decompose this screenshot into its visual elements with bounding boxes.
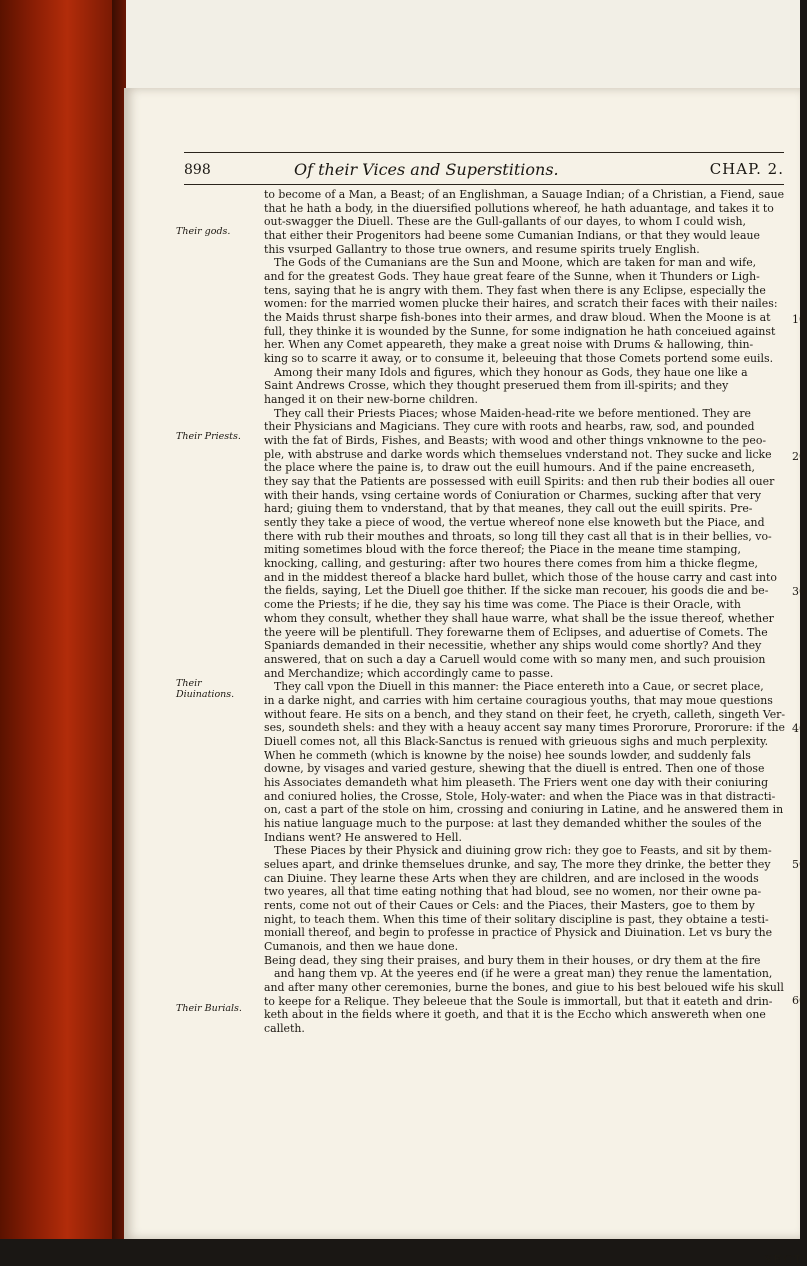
body-line: They call their Priests Piaces; whose Maiden-head-rite we before mentioned. They are xyxy=(274,406,751,420)
header-rule-top xyxy=(184,152,784,153)
body-line: the place where the paine is, to draw out the euill humours. And if the paine encreaseth, xyxy=(264,461,755,475)
body-line: their Physicians and Magicians. They cure with roots and hearbs, raw, sod, and pounded xyxy=(264,420,755,434)
page-number: 898 xyxy=(184,162,211,178)
body-line: women: for the married women plucke their haires, and scratch their faces with their nailes: xyxy=(264,297,778,311)
line-number-10: 10 xyxy=(792,313,806,326)
body-line: keth about in the fields where it goeth, and that it is the Eccho which answereth when one xyxy=(264,1008,766,1022)
line-number-60: 60 xyxy=(792,994,806,1007)
body-line: without feare. He sits on a bench, and they stand on their feet, he cryeth, calleth, singeth Ver- xyxy=(264,707,786,721)
margin-note-divinations: Their Diuinations. xyxy=(176,678,235,700)
chapter-label: CHAP. 2. xyxy=(709,160,784,178)
body-line: These Piaces by their Physick and diuining grow rich: they goe to Feasts, and sit by them- xyxy=(274,844,772,858)
body-line: with their hands, vsing certaine words of Coniuration or Charmes, sucking after that very xyxy=(264,488,761,502)
body-line: to become of a Man, a Beast; of an Englishman, a Sauage Indian; of a Christian, a Fiend, saue xyxy=(264,188,785,201)
body-line: and hang them vp. At the yeeres end (if he were a great man) they renue the lamentation, xyxy=(274,967,773,981)
body-line: Indians went? He answered to Hell. xyxy=(264,830,462,844)
body-line: they say that the Patients are possessed with euill Spirits: and then rub their bodies all ouer xyxy=(264,475,775,489)
body-line: on, cast a part of the stole on him, crossing and coniuring in Latine, and he answered them in xyxy=(264,803,784,817)
line-number-50: 50 xyxy=(792,858,806,871)
line-number-40: 40 xyxy=(792,722,806,735)
body-line: sently they take a piece of wood, the vertue whereof none else knoweth but the Piace, and xyxy=(264,516,765,530)
body-line: hanged it on their new-borne children. xyxy=(264,393,479,407)
body-line: whom they consult, whether they shall haue warre, what shall be the issue thereof, whether xyxy=(264,611,774,625)
body-line: and in the middest thereof a blacke hard bullet, which those of the house carry and cast into xyxy=(264,570,777,584)
body-line: miting sometimes bloud with the force thereof; the Piace in the meane time stamping, xyxy=(264,543,741,557)
body-line: downe, by visages and varied gesture, shewing that the diuell is entred. Then one of those xyxy=(264,762,765,776)
running-title: Of their Vices and Superstitions. xyxy=(294,160,559,179)
body-line: his natiue language much to the purpose: at last they demanded whither the soules of the xyxy=(264,816,762,830)
catchword: SECT. xyxy=(764,1253,807,1266)
running-header xyxy=(184,158,784,182)
margin-note-priests: Their Priests. xyxy=(176,431,241,442)
body-line: and for the greatest Gods. They haue great feare of the Sunne, when it Thunders or Ligh- xyxy=(264,270,760,284)
body-line: and after many other ceremonies, burne the bones, and giue to his best beloued wife his skull xyxy=(264,980,784,994)
margin-note-gods: Their gods. xyxy=(176,226,231,237)
body-line: tens, saying that he is angry with them. They fast when there is any Eclipse, especially the xyxy=(264,283,766,297)
body-line: The Gods of the Cumanians are the Sun and Moone, which are taken for man and wife, xyxy=(274,256,757,270)
body-line: this vsurped Gallantry to those true owners, and resume spirits truely English. xyxy=(264,242,700,256)
body-line: They call vpon the Diuell in this manner: the Piace entereth into a Caue, or secret place, xyxy=(274,680,764,694)
body-line: Spaniards demanded in their necessitie, whether any ships would come shortly? And they xyxy=(264,639,762,653)
body-line: knocking, calling, and gesturing: after two houres there comes from him a thicke flegme, xyxy=(264,557,759,571)
book-page xyxy=(124,88,807,1266)
body-line: his Associates demandeth what him pleaseth. The Friers went one day with their coniuring xyxy=(264,775,769,789)
body-line: Among their many Idols and figures, which they honour as Gods, they haue one like a xyxy=(274,365,748,379)
body-line: ses, soundeth shels: and they with a heauy accent say many times Prororure, Prororure: if the xyxy=(264,721,785,735)
body-line: and coniured holies, the Crosse, Stole, Holy-water: and when the Piace was in that distracti- xyxy=(264,789,776,803)
body-line: Saint Andrews Crosse, which they thought preserued them from ill-spirits; and they xyxy=(264,379,729,393)
body-text xyxy=(264,188,789,1036)
body-line: calleth. xyxy=(264,1021,305,1035)
body-line: can Diuine. They learne these Arts when they are children, and are inclosed in the woods xyxy=(264,871,759,885)
body-line: answered, that on such a day a Caruell would come with so many men, and such prouision xyxy=(264,652,766,666)
body-line: Being dead, they sing their praises, and bury them in their houses, or dry them at the fire xyxy=(264,953,761,967)
book-spine xyxy=(0,0,112,1239)
body-line: to keepe for a Relique. They beleeue that the Soule is immortall, but that it eateth and drin- xyxy=(264,994,773,1008)
margin-note-burials: Their Burials. xyxy=(176,1003,242,1014)
body-line: king so to scarre it away, or to consume it, beleeuing that those Comets portend some euils. xyxy=(264,352,774,366)
body-line: the yeere will be plentifull. They forewarne them of Eclipses, and aduertise of Comets. The xyxy=(264,625,768,639)
line-number-30: 30 xyxy=(792,585,806,598)
body-line: ple, with abstruse and darke words which themselues vnderstand not. They sucke and licke xyxy=(264,447,772,461)
line-number-20: 20 xyxy=(792,450,806,463)
body-line: moniall thereof, and begin to professe in practice of Physick and Diuination. Let vs bury the xyxy=(264,926,773,940)
body-line: night, to teach them. When this time of their solitary discipline is past, they obtaine a testi- xyxy=(264,912,769,926)
body-line: the fields, saying, Let the Diuell goe thither. If the sicke man recouer, his goods die and be- xyxy=(264,584,769,598)
body-line: that he hath a body, in the diuersified pollutions whereof, he hath aduantage, and takes it to xyxy=(264,201,774,215)
body-line: full, they thinke it is wounded by the Sunne, for some indignation he hath conceiued against xyxy=(264,324,776,338)
body-line: her. When any Comet appeareth, they make a great noise with Drums & hallowing, thin- xyxy=(264,338,754,352)
body-line: and Merchandize; which accordingly came to passe. xyxy=(264,666,554,680)
body-line: come the Priests; if he die, they say his time was come. The Piace is their Oracle, with xyxy=(264,598,741,612)
body-line: that either their Progenitors had beene some Cumanian Indians, or that they would leaue xyxy=(264,229,760,243)
body-line: Diuell comes not, all this Black-Sanctus is renued with grieuous sighs and much perplexity. xyxy=(264,734,769,748)
body-line: two yeares, all that time eating nothing that had bloud, see no women, nor their owne pa- xyxy=(264,885,762,899)
body-line: selues apart, and drinke themselues drunke, and say, The more they drinke, the better they xyxy=(264,857,771,871)
body-line: the Maids thrust sharpe fish-bones into their armes, and draw bloud. When the Moone is at xyxy=(264,311,771,325)
body-line: in a darke night, and carries with him certaine couragious youths, that may moue questions xyxy=(264,693,773,707)
body-line: Cumanois, and then we haue done. xyxy=(264,939,459,953)
body-line: out-swagger the Diuell. These are the Gull-gallants of our dayes, to whom I could wish, xyxy=(264,215,746,229)
body-line: with the fat of Birds, Fishes, and Beasts; with wood and other things vnknowne to the peo- xyxy=(264,434,767,448)
body-line: rents, come not out of their Caues or Cels: and the Piaces, their Masters, goe to them by xyxy=(264,898,755,912)
body-line: there with rub their mouthes and throats, so long till they cast all that is in their bellies, vo- xyxy=(264,529,772,543)
body-line: hard; giuing them to vnderstand, that by that meanes, they call out the euill spirits. Pre- xyxy=(264,502,753,516)
body-line: When he commeth (which is knowne by the noise) hee sounds lowder, and suddenly fals xyxy=(264,748,751,762)
header-rule xyxy=(184,184,784,185)
